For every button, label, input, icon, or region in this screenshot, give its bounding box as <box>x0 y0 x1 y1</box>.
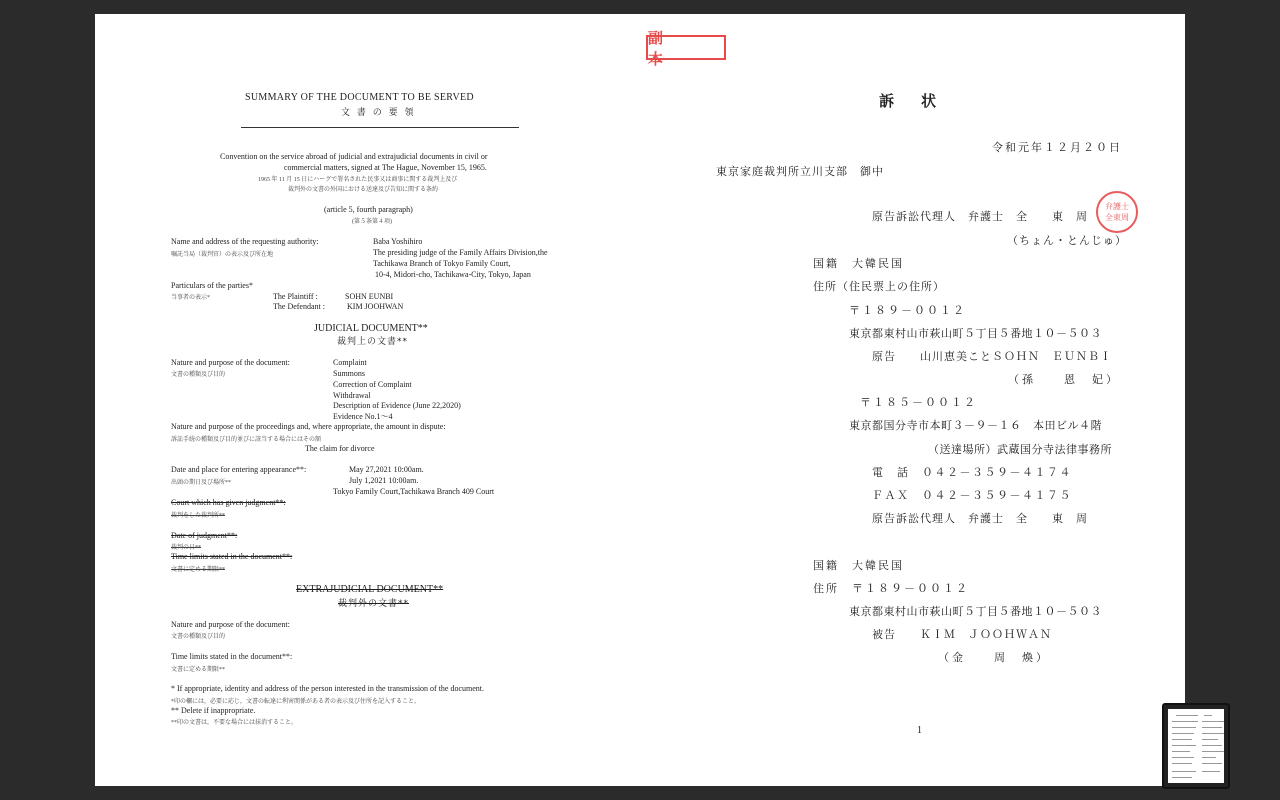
office-zip: 〒１８５－００１２ <box>860 396 977 409</box>
plaintiff-name: SOHN EUNBI <box>345 292 394 301</box>
defendant-address: 東京都東村山市萩山町５丁目５番地１０－５０３ <box>849 605 1102 618</box>
requesting-authority-address: 10-4, Midori-cho, Tachikawa-City, Tokyo, Japan <box>375 270 531 279</box>
nature-item: Description of Evidence (June 22,2020) <box>333 401 461 410</box>
plaintiff-label: The Plaintiff : <box>273 292 318 301</box>
requesting-authority-label-jp: 嘱託当局（裁判官）の表示及び所在地 <box>171 252 274 258</box>
article-ref: (article 5, fourth paragraph) <box>324 205 413 214</box>
appearance-label-jp: 出頭の期日及び場所** <box>171 480 232 486</box>
convention-jp-1: 1965 年 11 月 15 日にハーグで署名された民事又は商事に関する裁判上及び <box>258 177 458 183</box>
thumbnail-preview <box>1168 709 1224 783</box>
convention-jp-2: 裁判外の文書の外国における送達及び告知に関する条約 <box>288 187 439 193</box>
extrajudicial-heading: EXTRAJUDICIAL DOCUMENT** <box>296 584 444 595</box>
plaintiff-zip: 〒１８９－００１２ <box>849 304 966 317</box>
document-page <box>95 14 1185 786</box>
article-ref-jp: (第５条第４項) <box>352 219 392 225</box>
nature-item: Summons <box>333 369 366 378</box>
parties-label: Particulars of the parties* <box>171 281 253 290</box>
defendant-name-jp: 被告 ＫＩＭ ＪＯＯＨＷＡＮ <box>872 628 1052 641</box>
convention-line-2: commercial matters, signed at The Hague, November 15, 1965. <box>284 163 487 172</box>
defendant-nationality: 国籍 大韓民国 <box>813 559 904 572</box>
nature-item: Complaint <box>333 358 367 367</box>
appearance-label: Date and place for entering appearance**: <box>171 465 307 474</box>
nature-item: Withdrawal <box>333 391 371 400</box>
plaintiff-attorney-2: 原告訴訟代理人 弁護士 全 東 周 <box>872 512 1088 525</box>
delivery-place: （送達場所）武蔵国分寺法律事務所 <box>928 443 1112 456</box>
page-thumbnail[interactable] <box>1162 703 1230 789</box>
proceedings-label: Nature and purpose of the proceedings and, where appropriate, the amount in dispute: <box>171 422 446 431</box>
complaint-date: 令和元年１２月２０日 <box>992 141 1122 154</box>
proceedings-label-jp: 訴訟手続の種類及び目的並びに該当する場合にはその額 <box>171 437 322 443</box>
date-judgment-label: Date of judgment**: <box>171 531 238 540</box>
appearance-date-1: May 27,2021 10:00am. <box>349 465 424 474</box>
complaint-title: 訴 状 <box>879 92 943 110</box>
requesting-authority-name: Baba Yoshihiro <box>373 237 423 246</box>
requesting-authority-court: Tachikawa Branch of Tokyo Family Court, <box>373 259 511 268</box>
footnote-2-jp: **印の文書は，不要な場合には抹消すること。 <box>171 720 298 726</box>
plaintiff-nationality: 国籍 大韓民国 <box>813 257 904 270</box>
plaintiff-name-jp: 原告 山川恵美ことＳＯＨＮ ＥＵＮＢＩ <box>872 350 1112 363</box>
copy-stamp: 副 本 <box>646 35 726 60</box>
page-number: 1 <box>917 725 922 736</box>
judicial-document-heading-jp: 裁判上の文書** <box>337 337 409 347</box>
time-limits-label-2: Time limits stated in the document**: <box>171 652 293 661</box>
attorney-reading: （ちょん・とんじゅ） <box>1007 234 1127 247</box>
footnote-2: ** Delete if inappropriate. <box>171 706 256 715</box>
summary-title: SUMMARY OF THE DOCUMENT TO BE SERVED <box>245 92 474 103</box>
nature-label: Nature and purpose of the document: <box>171 358 290 367</box>
nature2-label-jp: 文書の種類及び目的 <box>171 634 226 640</box>
defendant-name: KIM JOOHWAN <box>347 302 404 311</box>
nature-item: Evidence No.1～4 <box>333 412 393 421</box>
requesting-authority-title: The presiding judge of the Family Affairs Division,the <box>373 248 548 257</box>
attorney-seal: 弁護士全東周 <box>1096 191 1138 233</box>
nature2-label: Nature and purpose of the document: <box>171 620 290 629</box>
plaintiff-reading: （孫 恩 妃） <box>1008 373 1120 386</box>
court-addressee: 東京家庭裁判所立川支部 御中 <box>716 165 884 178</box>
appearance-date-2: July 1,2021 10:00am. <box>349 476 419 485</box>
plaintiff-address: 東京都東村山市萩山町５丁目５番地１０－５０３ <box>849 327 1102 340</box>
footnote-1-jp: *印の欄には，必要に応じ，文書の転達に利害関係がある者の表示及び住所を記入すること。 <box>171 699 421 705</box>
time-limits-label-1: Time limits stated in the document**: <box>171 552 293 561</box>
plaintiff-attorney: 原告訴訟代理人 弁護士 全 東 周 <box>872 210 1088 223</box>
defendant-label: The Defendant : <box>273 302 325 311</box>
defendant-address-label: 住所 〒１８９－００１２ <box>813 582 969 595</box>
nature-item: Correction of Complaint <box>333 380 412 389</box>
office-address: 東京都国分寺市本町３－９－１６ 本田ビル４階 <box>849 419 1102 432</box>
defendant-reading: （金 周 煥） <box>938 651 1050 664</box>
nature-label-jp: 文書の種類及び目的 <box>171 372 226 378</box>
extrajudicial-heading-jp: 裁判外の文書** <box>338 599 410 609</box>
summary-title-jp: 文 書 の 要 領 <box>341 108 416 118</box>
court-judgment-label-jp: 裁判をした裁判所** <box>171 513 226 519</box>
judicial-document-heading: JUDICIAL DOCUMENT** <box>314 323 428 334</box>
appearance-place: Tokyo Family Court,Tachikawa Branch 409 Court <box>333 487 495 496</box>
title-underline <box>241 127 519 128</box>
court-judgment-label: Court which has given judgment**: <box>171 498 286 507</box>
time-limits-label-1-jp: 文書に定める期限** <box>171 567 226 573</box>
office-fax: ＦＡＸ ０４２－３５９－４１７５ <box>872 489 1072 502</box>
footnote-1: * If appropriate, identity and address of the person interested in the transmission of the document. <box>171 684 485 693</box>
date-judgment-label-jp: 裁判の日** <box>171 545 202 551</box>
requesting-authority-label: Name and address of the requesting authority: <box>171 237 319 246</box>
time-limits-label-2-jp: 文書に定める期限** <box>171 667 226 673</box>
proceedings-value: The claim for divorce <box>305 444 375 453</box>
parties-label-jp: 当事者の表示* <box>171 295 211 301</box>
convention-line-1: Convention on the service abroad of judicial and extrajudicial documents in civil or <box>220 152 488 161</box>
plaintiff-address-label: 住所（住民票上の住所） <box>813 280 945 293</box>
office-tel: 電 話 ０４２－３５９－４１７４ <box>872 466 1072 479</box>
